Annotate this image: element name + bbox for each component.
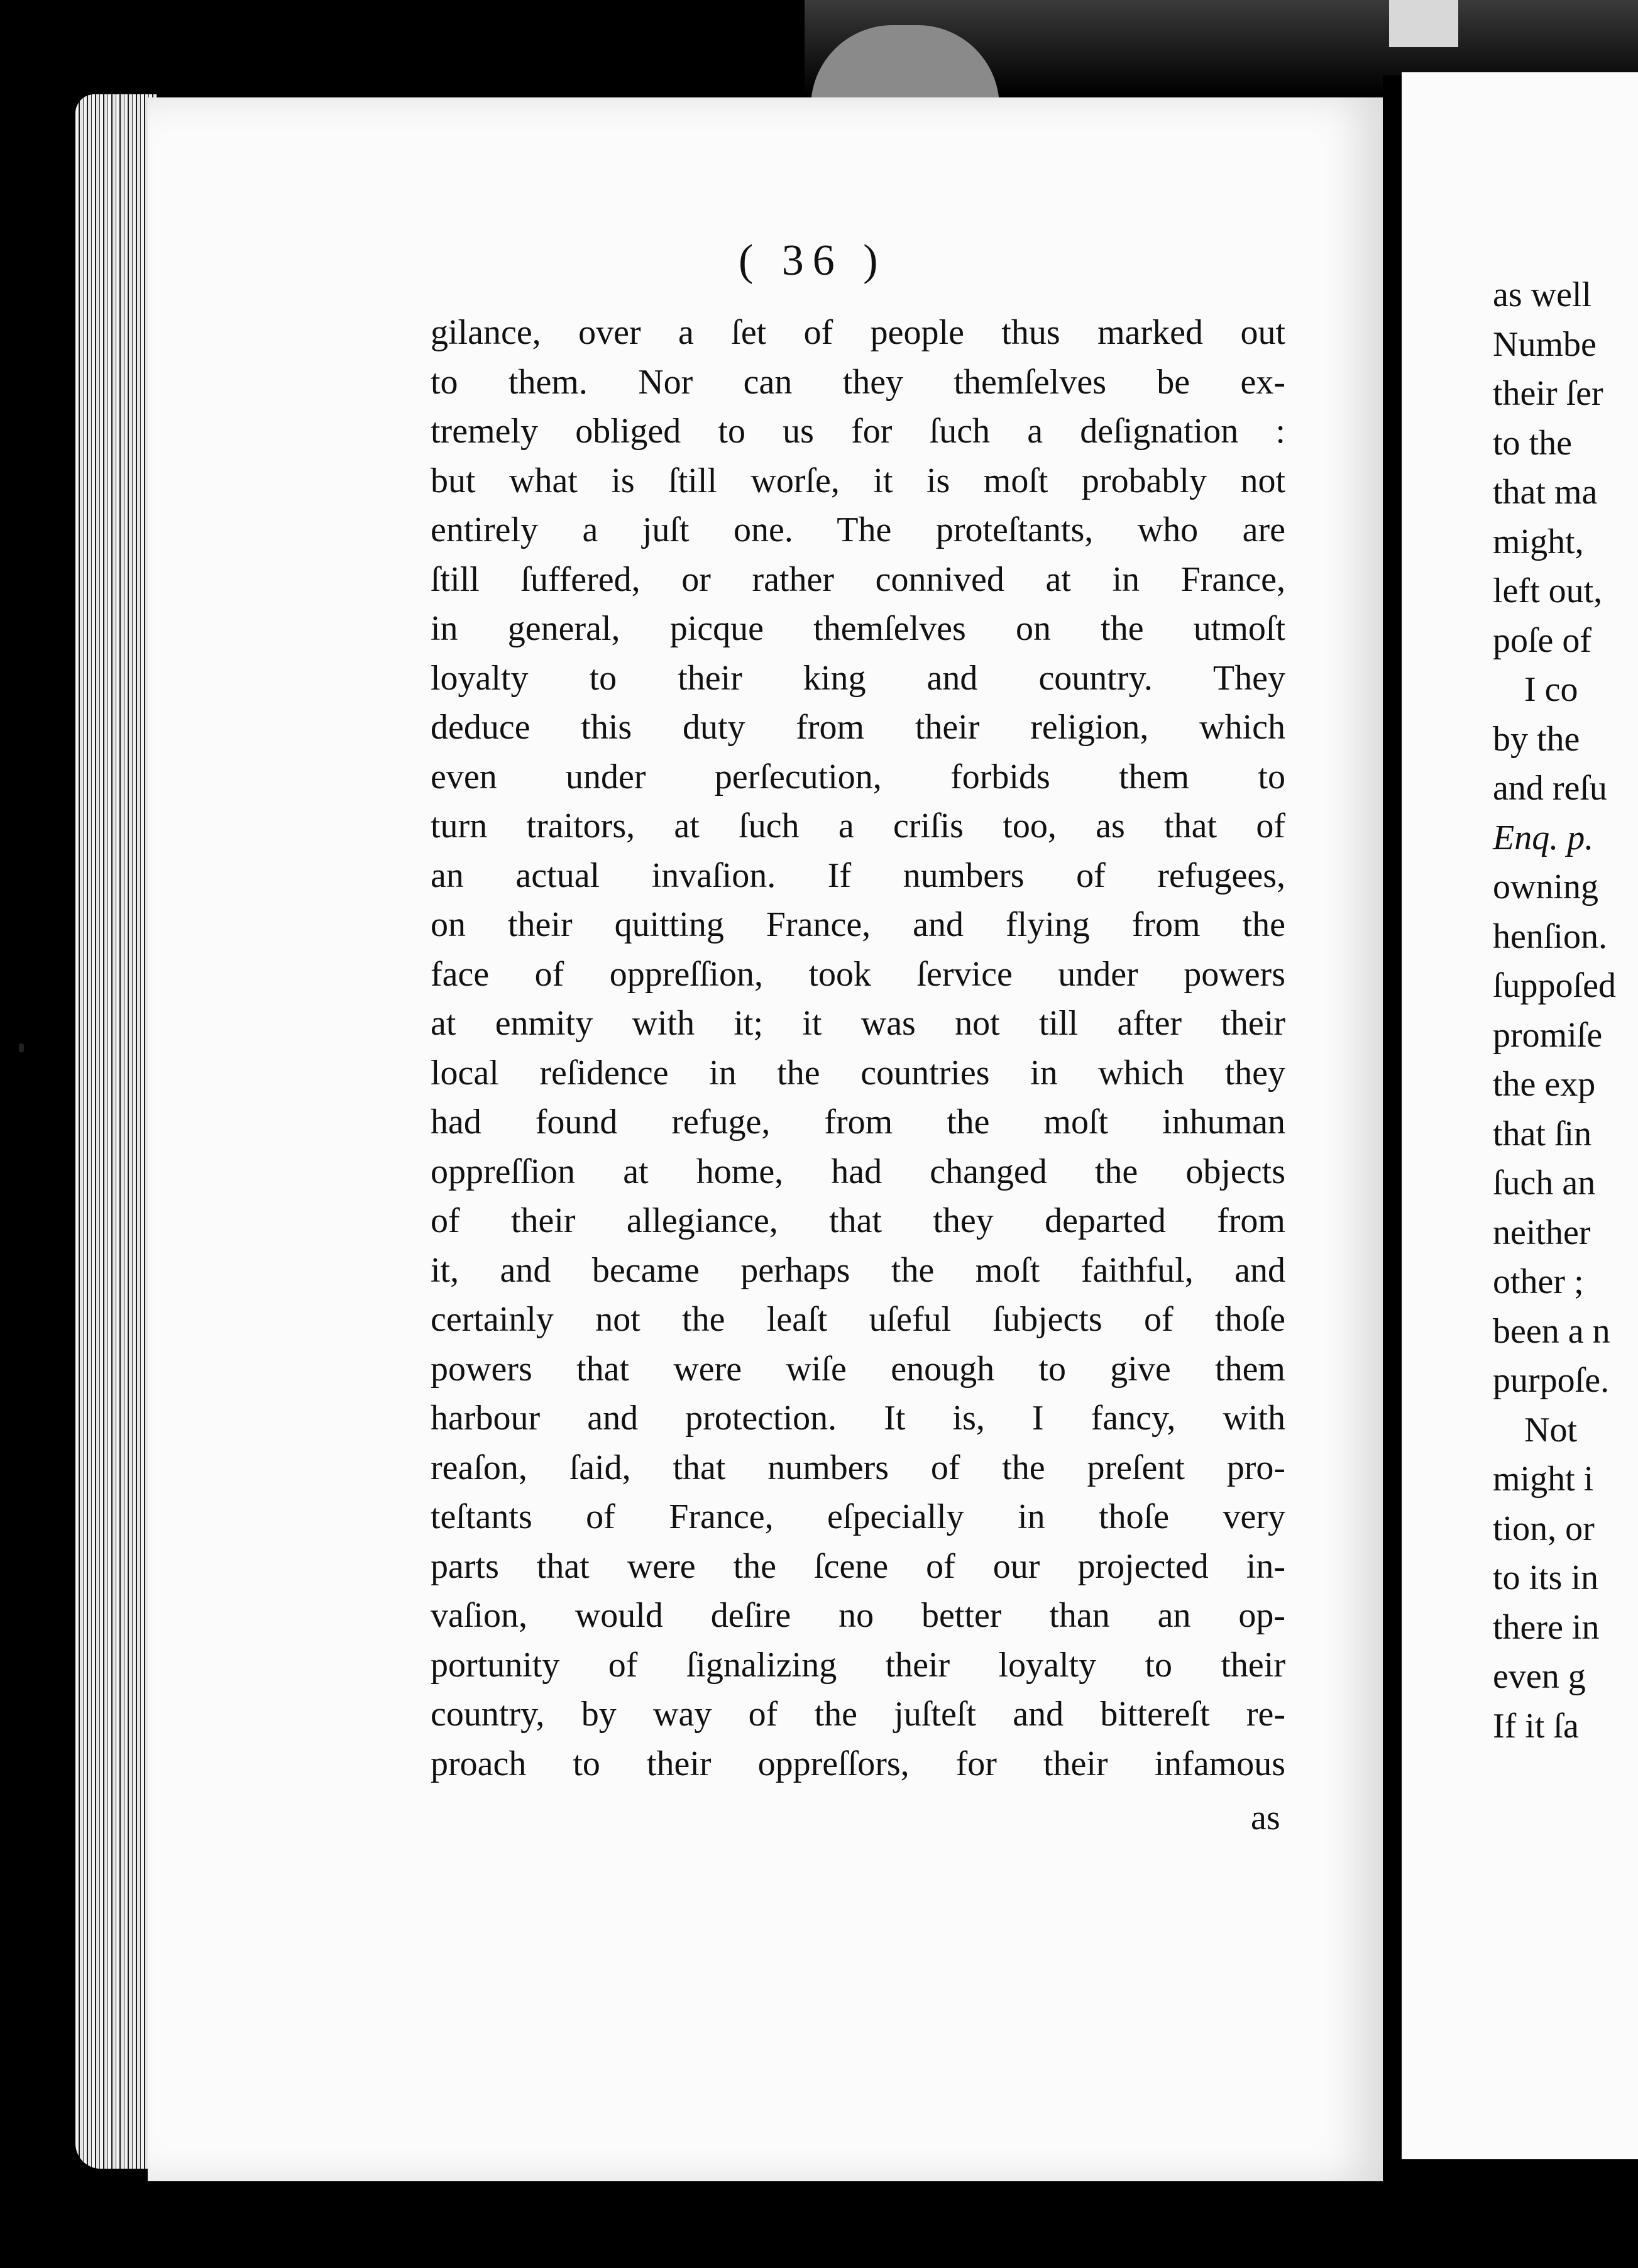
text-line: gilance, over a ſet of people thus marked out — [431, 313, 1285, 352]
text-line: harbour and protection. It is, I fancy, with — [431, 1399, 1285, 1438]
book-gutter — [1383, 75, 1402, 2213]
text-line: on their quitting France, and flying from the — [431, 905, 1285, 944]
text-line: in general, picque themſelves on the utmoſt — [431, 609, 1285, 648]
text-line: local reſidence in the countries in which they — [431, 1053, 1285, 1093]
text-line: promiſe — [1493, 1015, 1603, 1055]
text-line: the exp — [1493, 1065, 1596, 1104]
text-line: might, — [1493, 522, 1584, 561]
text-line: owning — [1493, 867, 1598, 906]
text-line: I co — [1524, 670, 1578, 709]
text-line: other ; — [1493, 1262, 1584, 1301]
text-line: entirely a juſt one. The proteſtants, who are — [431, 510, 1285, 549]
text-line: there in — [1493, 1607, 1600, 1647]
text-line: but what is ſtill worſe, it is moſt probably not — [431, 461, 1285, 500]
left-page-body-text — [431, 308, 1285, 1788]
text-line: henſion. — [1493, 917, 1607, 956]
text-line: reaſon, ſaid, that numbers of the preſent pro- — [431, 1448, 1285, 1487]
text-line: might i — [1493, 1460, 1594, 1499]
text-line: tremely obliged to us for ſuch a deſignation : — [431, 412, 1285, 451]
text-line: country, by way of the juſteſt and bittereſt re- — [431, 1695, 1285, 1734]
text-line: If it ſa — [1493, 1706, 1579, 1746]
text-line: and reſu — [1493, 769, 1607, 808]
right-page-body-text — [1493, 270, 1616, 1751]
text-line: by the — [1493, 719, 1580, 759]
text-line: tion, or — [1493, 1509, 1595, 1548]
text-line: Not — [1524, 1410, 1577, 1450]
catchword: as — [1251, 1798, 1280, 1837]
text-line: to the — [1493, 423, 1572, 463]
text-line: proach to their oppreſſors, for their infamous — [431, 1744, 1285, 1783]
text-line: vaſion, would deſire no better than an op- — [431, 1596, 1285, 1635]
text-line: teſtants of France, eſpecially in thoſe very — [431, 1497, 1285, 1536]
text-line: powers that were wiſe enough to give them — [431, 1349, 1285, 1389]
page-number: ( 36 ) — [739, 236, 887, 285]
text-line: portunity of ſignalizing their loyalty to their — [431, 1645, 1285, 1685]
text-line: been a n — [1493, 1311, 1610, 1351]
text-line: loyalty to their king and country. They — [431, 658, 1285, 698]
text-line: even g — [1493, 1657, 1586, 1696]
text-line: parts that were the ſcene of our projected in- — [431, 1546, 1285, 1586]
scan-speck — [19, 1043, 24, 1052]
text-line: Numbe — [1493, 324, 1597, 364]
text-line: to its in — [1493, 1558, 1599, 1597]
text-line: their ſer — [1493, 374, 1603, 413]
text-line: that ma — [1493, 473, 1598, 512]
text-line: that ſin — [1493, 1114, 1592, 1153]
text-line: had found refuge, from the moſt inhuman — [431, 1103, 1285, 1142]
book-page-edges — [75, 94, 157, 2169]
text-line: neither — [1493, 1213, 1591, 1252]
text-line: certainly not the leaſt uſeful ſubjects of thoſe — [431, 1300, 1285, 1339]
text-line: as well — [1493, 275, 1592, 314]
text-line: to them. Nor can they themſelves be ex- — [431, 362, 1285, 402]
text-line: ſtill ſuffered, or rather connived at in France, — [431, 559, 1285, 599]
text-line: poſe of — [1493, 620, 1592, 660]
text-line: an actual invaſion. If numbers of refugees, — [431, 856, 1285, 895]
text-line: purpoſe. — [1493, 1361, 1610, 1400]
text-line: face of oppreſſion, took ſervice under powers — [431, 954, 1285, 994]
text-line: left out, — [1493, 571, 1603, 610]
text-line: deduce this duty from their religion, which — [431, 708, 1285, 747]
text-line: at enmity with it; it was not till after their — [431, 1004, 1285, 1043]
text-line: ſuch an — [1493, 1164, 1596, 1203]
text-line: oppreſſion at home, had changed the objects — [431, 1152, 1285, 1191]
text-line: turn traitors, at ſuch a criſis too, as that of — [431, 806, 1285, 845]
text-line: even under perſecution, forbids them to — [431, 757, 1285, 796]
text-line: of their allegiance, that they departed from — [431, 1201, 1285, 1240]
text-line: Enq. p. — [1493, 818, 1594, 857]
scanner-light-patch — [1389, 0, 1458, 47]
text-line: ſuppoſed — [1493, 966, 1616, 1005]
text-line: it, and became perhaps the moſt faithful, and — [431, 1250, 1285, 1290]
